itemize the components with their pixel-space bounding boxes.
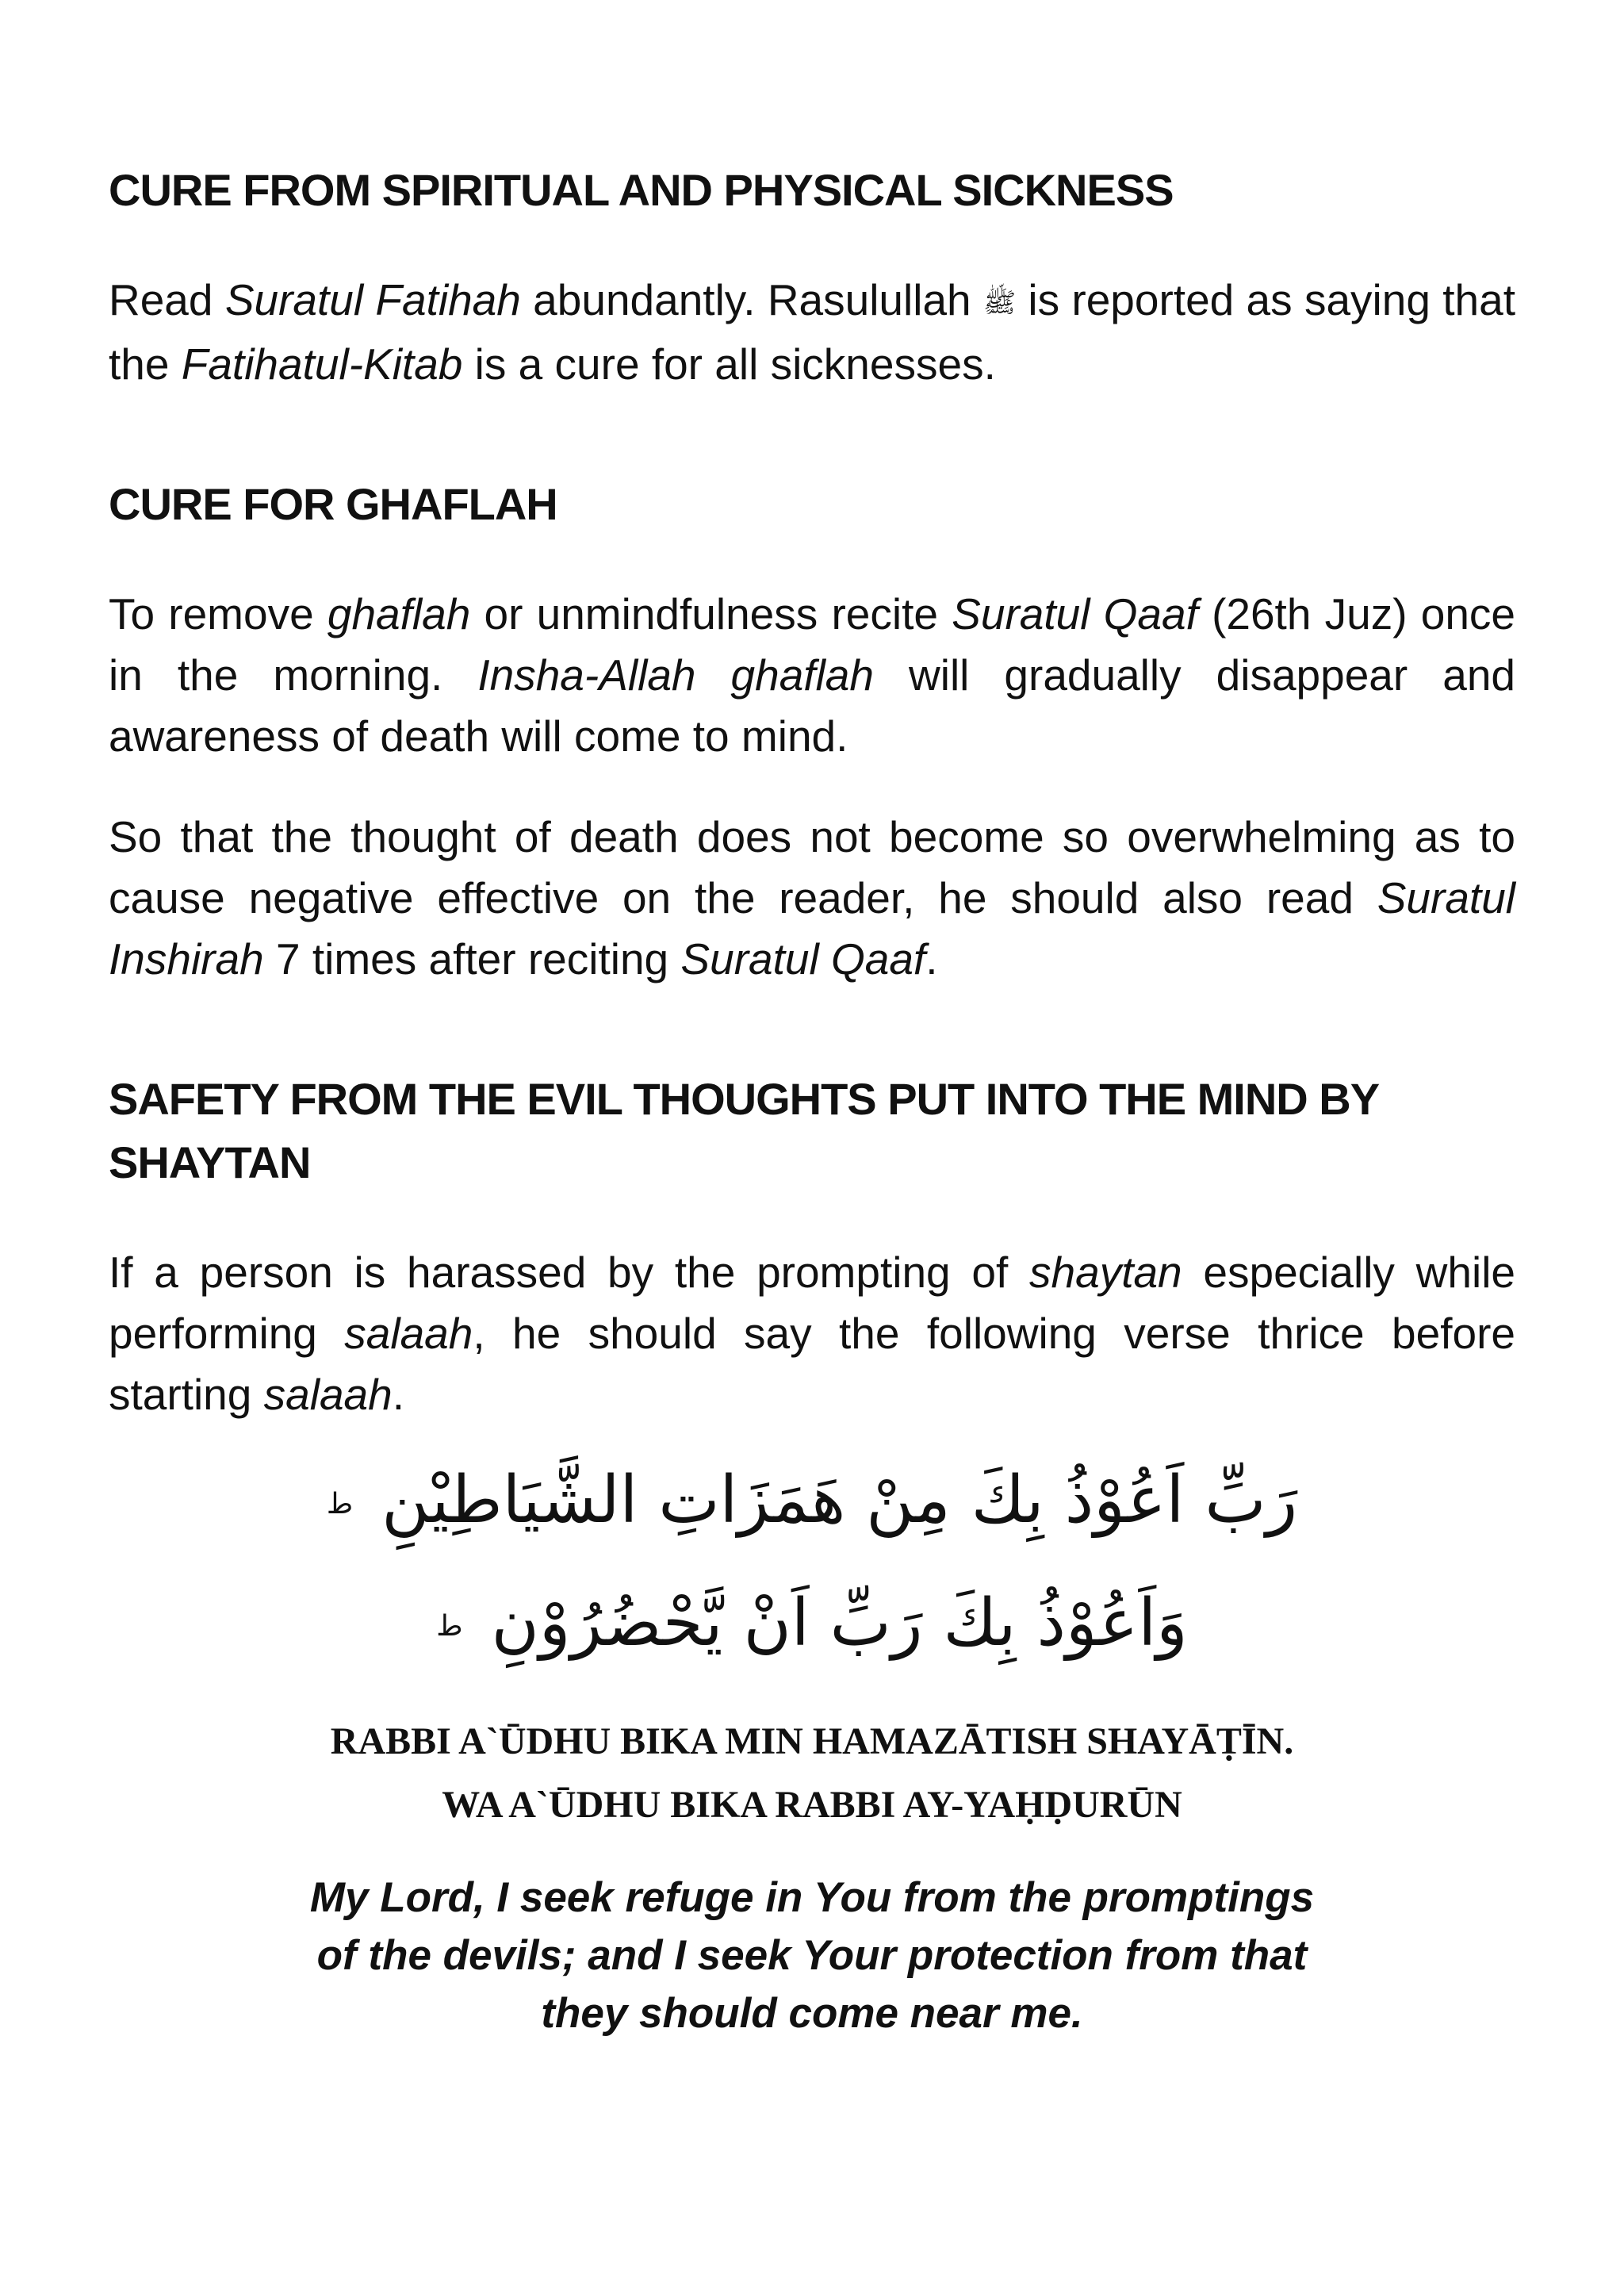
paragraph-ghaflah: To remove ghaflah or unmindfulness recite Suratul Qaaf (26th Juz) once in the morning. Insha-Allah ghaflah will gradually disappear and awareness of death will come to mind. [109,589,1516,761]
translation-line-2: of the devils; and I seek Your protection from that [316,1932,1308,1980]
page-content [109,159,1515,2042]
paragraph-shaytan: If a person is harassed by the prompting of shaytan especially while performing salaah, he should say the following verse thrice before starting salaah. [109,1247,1515,1419]
translation-line-1: My Lord, I seek refuge in You from the promptings [309,1874,1315,1922]
heading-cure-ghaflah: CURE FOR GHAFLAH [109,478,557,529]
transliteration-line-2: WA A`ŪDHU BIKA RABBI AY-YAḤḌURŪN [442,1784,1182,1827]
transliteration-line-1: RABBI A`ŪDHU BIKA MIN HAMAZĀTISH SHAYĀṬĪN. [330,1720,1294,1763]
translation-line-3: they should come near me. [541,1990,1083,2038]
paragraph-fatihah: Read Suratul Fatihah abundantly. Rasulullah ﷺ is reported as saying that the Fatihatul-Kitab is a cure for all sicknesses. [109,275,1516,389]
heading-cure-sickness: CURE FROM SPIRITUAL AND PHYSICAL SICKNESS [109,165,1174,215]
stop-mark: ط [436,1610,463,1643]
paragraph-thought-of-death: So that the thought of death does not become so overwhelming as to cause negative effective on the reader, he should also read Suratul Inshirah 7 times after reciting Suratul Qaaf. [109,811,1515,983]
heading-safety-shaytan: SAFETY FROM THE EVIL THOUGHTS PUT INTO THE MIND BY SHAYTAN [109,1073,1379,1187]
stop-mark: ط [326,1487,354,1520]
arabic-verse-line-1: رَبِّ اَعُوْذُ بِكَ مِنْ هَمَزَاتِ الشَّيَاطِيْنِ ط [326,1462,1298,1538]
arabic-verse-line-2: وَاَعُوْذُ بِكَ رَبِّ اَنْ يَّحْضُرُوْنِ ط [436,1585,1188,1661]
salutation-icon: ﷺ [982,287,1017,318]
